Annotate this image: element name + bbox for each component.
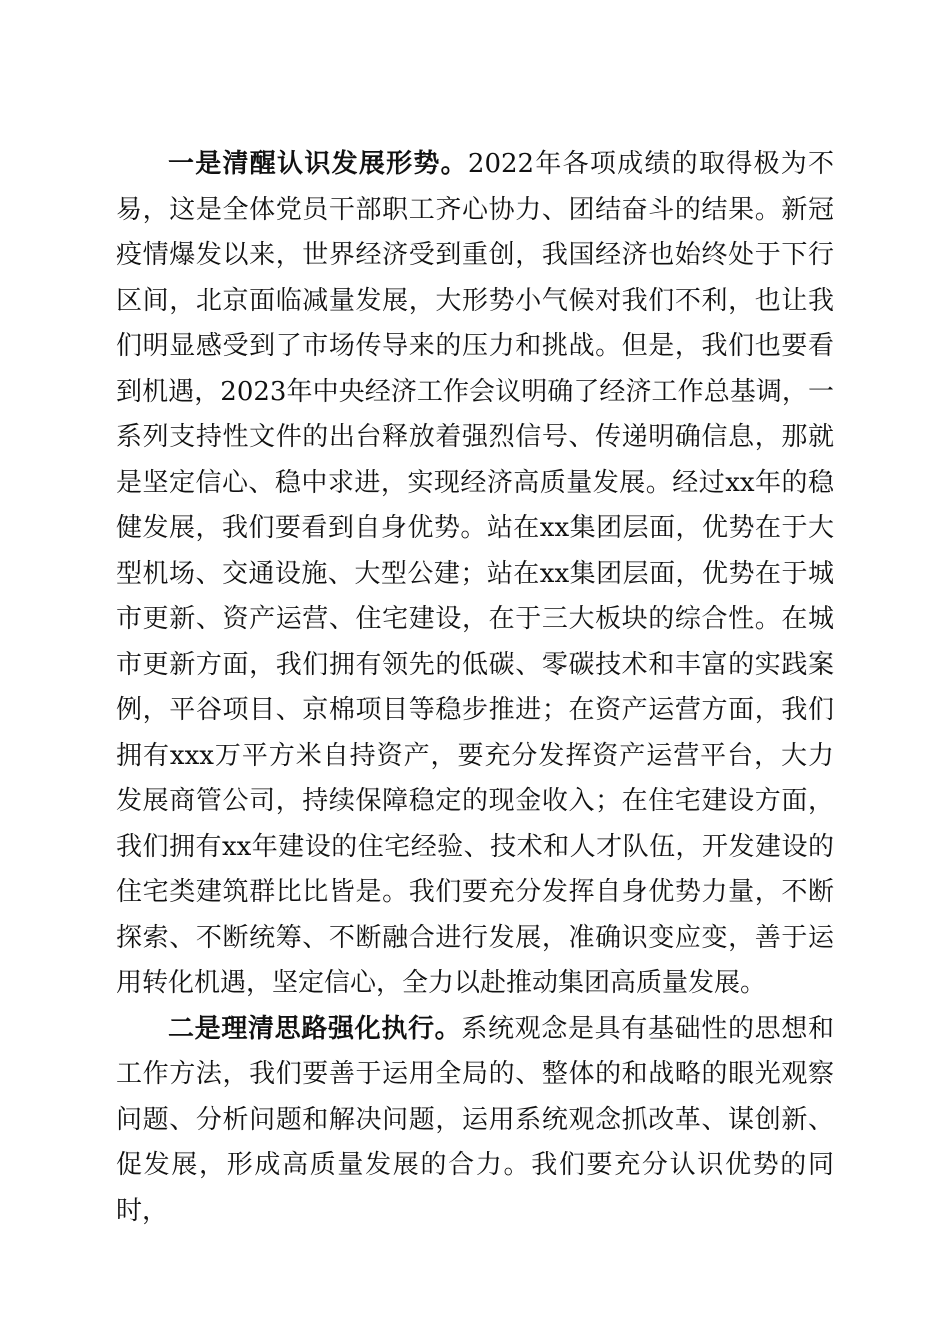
paragraph-heading: 一是清醒认识发展形势。 [168, 149, 468, 179]
paragraph-situation [116, 142, 834, 1007]
paragraph-text: 2022年各项成绩的取得极为不易，这是全体党员干部职工齐心协力、团结奋斗的结果。新冠疫情爆发以来，世界经济受到重创，我国经济也始终处于下行区间，北京面临减量发展，大形势小气候对我们不利，也让我们明显感受到了市场传导来的压力和挑战。但是，我们也要看到机遇，2023年中央经济工作会议明确了经济工作总基调，一系列支持性文件的出台释放着强烈信号、传递明确信息，那就是坚定信心、稳中求进，实现经济高质量发展。经过xx年的稳健发展，我们要看到自身优势。站在xx集团层面，优势在于大型机场、交通设施、大型公建；站在xx集团层面，优势在于城市更新、资产运营、住宅建设，在于三大板块的综合性。在城市更新方面，我们拥有领先的低碳、零碳技术和丰富的实践案例，平谷项目、京棉项目等稳步推进；在资产运营方面，我们拥有xxx万平方米自持资产，要充分发挥资产运营平台，大力发展商管公司，持续保障稳定的现金收入；在住宅建设方面，我们拥有xx年建设的住宅经验、技术和人才队伍，开发建设的住宅类建筑群比比皆是。我们要充分发挥自身优势力量，不断探索、不断统筹、不断融合进行发展，准确识变应变，善于运用转化机遇，坚定信心，全力以赴推动集团高质量发展。 [116, 149, 834, 998]
paragraph-heading: 二是理清思路强化执行。 [168, 1013, 462, 1044]
paragraph-text: 系统观念是具有基础性的思想和工作方法，我们要善于运用全局的、整体的和战略的眼光观察问题、分析问题和解决问题，运用系统观念抓改革、谋创新、促发展，形成高质量发展的合力。我们要充分认识优势的同时， [116, 1013, 834, 1226]
paragraph-execution [116, 1007, 834, 1235]
document-body [116, 142, 834, 1234]
